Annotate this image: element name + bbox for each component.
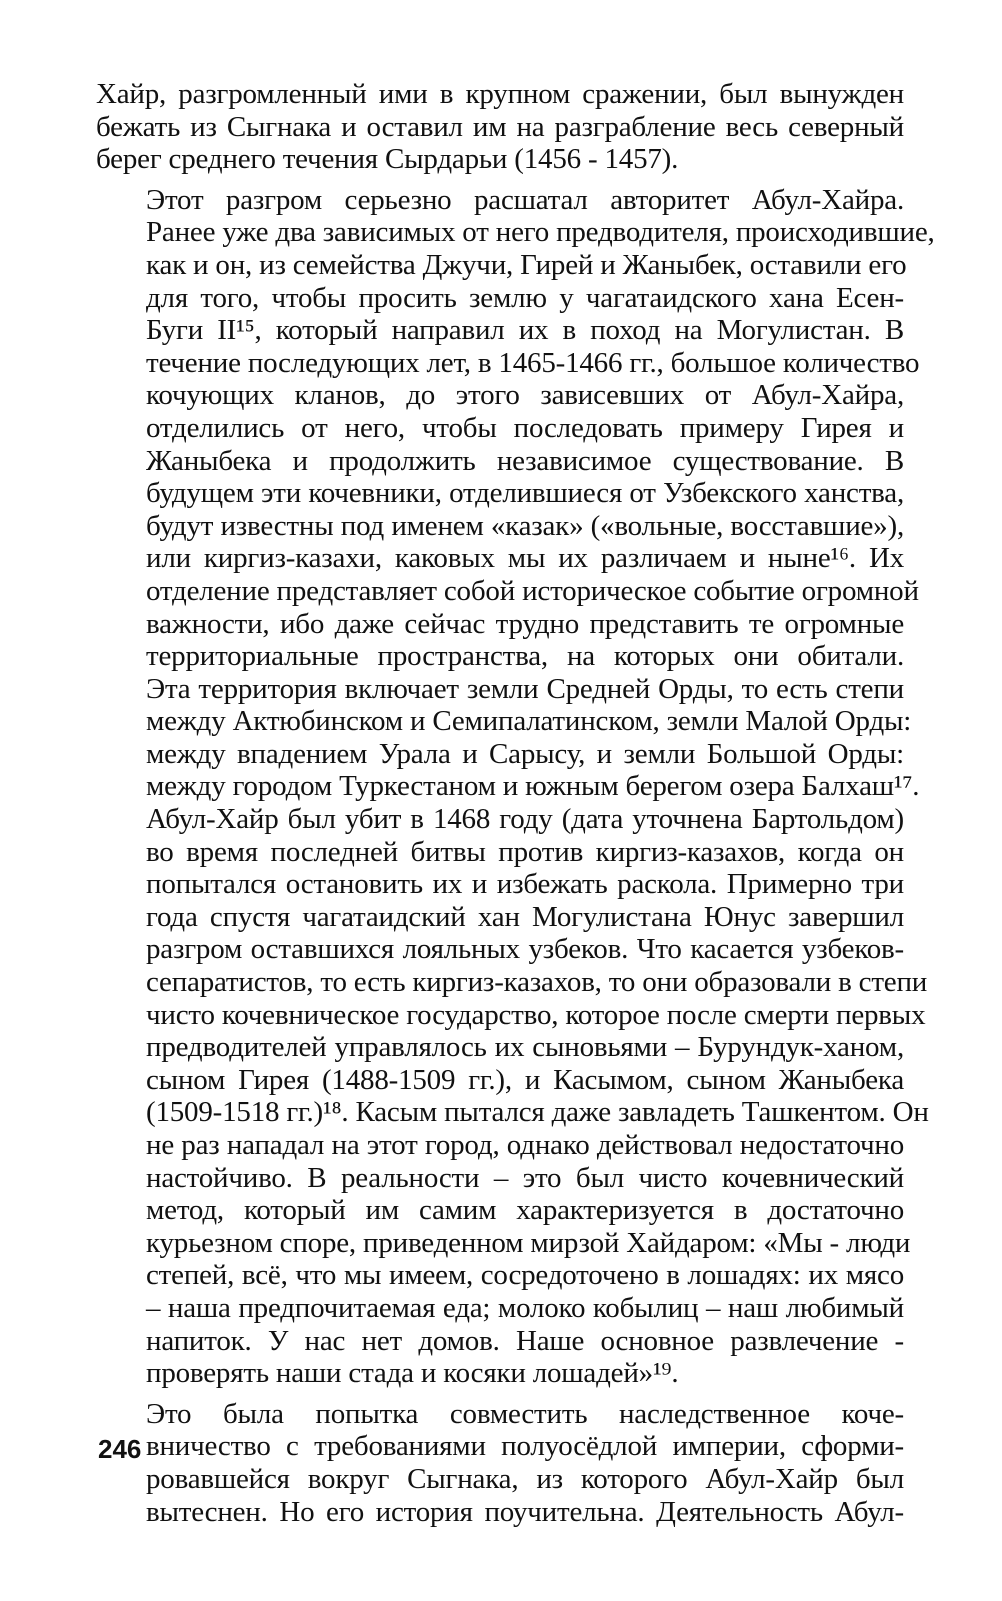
text-line: года спустя чагатаидский хан Могулистана Юнус завершил [146, 900, 904, 933]
text-line: отделение представляет собой историческое событие огромной [146, 574, 919, 607]
text-line: – наша предпочитаемая еда; молоко кобылиц – наш любимый [146, 1291, 904, 1324]
text-line: территориальные пространства, на которых они обитали. [146, 640, 904, 673]
text-line: во время последней битвы против киргиз-казахов, когда он [146, 835, 904, 868]
text-line: Абул-Хайр был убит в 1468 году (дата уточнена Бартольдом) [146, 803, 904, 836]
text-line: напиток. У нас нет домов. Наше основное развлечение - [146, 1324, 904, 1357]
text-line: отделились от него, чтобы последовать примеру Гирея и [146, 411, 904, 444]
text-line: метод, который им самим характеризуется в достаточно [146, 1194, 904, 1227]
text-line: Этот разгром серьезно расшатал авторитет Абул-Хайра. [146, 183, 904, 216]
text-line: чисто кочевническое государство, которое после смерти первых [146, 998, 926, 1031]
paragraph-2 [96, 183, 935, 1390]
text-line: берег среднего течения Сырдарьи (1456 - 1457). [96, 143, 679, 176]
book-page-text [96, 78, 935, 1528]
paragraph-3 [96, 1398, 904, 1528]
text-line: проверять наши стада и косяки лошадей»¹⁹. [146, 1357, 679, 1390]
text-line: попытался остановить их и избежать раскола. Примерно три [146, 868, 904, 901]
text-line: для того, чтобы просить землю у чагатаидского хана Есен- [146, 281, 904, 314]
text-line: течение последующих лет, в 1465-1466 гг., большое количество [146, 346, 920, 379]
text-line: или киргиз-казахи, каковых мы их различаем и ныне¹⁶. Их [146, 542, 904, 575]
text-line: (1509-1518 гг.)¹⁸. Касым пытался даже завладеть Ташкентом. Он [146, 1096, 929, 1129]
text-line: Буги II¹⁵, который направил их в поход на Могулистан. В [146, 314, 904, 347]
text-line: как и он, из семейства Джучи, Гирей и Жаныбек, оставили его [146, 248, 907, 281]
text-line: разгром оставшихся лояльных узбеков. Что касается узбеков- [146, 933, 904, 966]
text-line: настойчиво. В реальности – это был чисто кочевнический [146, 1161, 904, 1194]
text-line: сепаратистов, то есть киргиз-казахов, то они образовали в степи [146, 966, 928, 999]
text-line: степей, всё, что мы имеем, сосредоточено в лошадях: их мясо [146, 1259, 904, 1292]
text-line: Хайр, разгромленный ими в крупном сражении, был вынужден [96, 78, 904, 110]
text-line: между городом Туркестаном и южным берегом озера Балхаш¹⁷. [146, 770, 920, 803]
text-line: кочующих кланов, до этого зависевших от Абул-Хайра, [146, 379, 904, 412]
text-line: бежать из Сыгнака и оставил им на разграбление весь северный [96, 110, 904, 143]
text-line: Ранее уже два зависимых от него предводителя, происходившие, [146, 216, 935, 249]
text-line: Это была попытка совместить наследственное коче- [146, 1397, 904, 1430]
text-line: важности, ибо даже сейчас трудно представить те огромные [146, 607, 904, 640]
text-line: курьезном споре, приведенном мирзой Хайдаром: «Мы - люди [146, 1226, 911, 1259]
text-line: Жаныбека и продолжить независимое существование. В [146, 444, 904, 477]
text-line: между впадением Урала и Сарысу, и земли Большой Орды: [146, 737, 904, 770]
text-line: вытеснен. Но его история поучительна. Деятельность Абул- [146, 1495, 904, 1528]
text-line: между Актюбинском и Семипалатинском, земли Малой Орды: [146, 705, 912, 738]
text-line: не раз нападал на этот город, однако действовал недостаточно [146, 1129, 904, 1161]
paragraph-1 [96, 78, 904, 176]
text-line: будущем эти кочевники, отделившиеся от Узбекского ханства, [146, 477, 904, 510]
text-line: будут известны под именем «казак» («вольные, восставшие»), [146, 509, 904, 542]
text-line: предводителей управлялось их сыновьями – Бурундук-ханом, [146, 1031, 904, 1064]
text-line: Эта территория включает земли Средней Орды, то есть степи [146, 672, 904, 705]
text-line: вничество с требованиями полуосёдлой империи, сформи- [146, 1430, 904, 1463]
text-line: ровавшейся вокруг Сыгнака, из которого Абул-Хайр был [146, 1462, 904, 1495]
text-line: сыном Гирея (1488-1509 гг.), и Касымом, сыном Жаныбека [146, 1063, 904, 1096]
page-number: 246 [98, 1434, 142, 1464]
